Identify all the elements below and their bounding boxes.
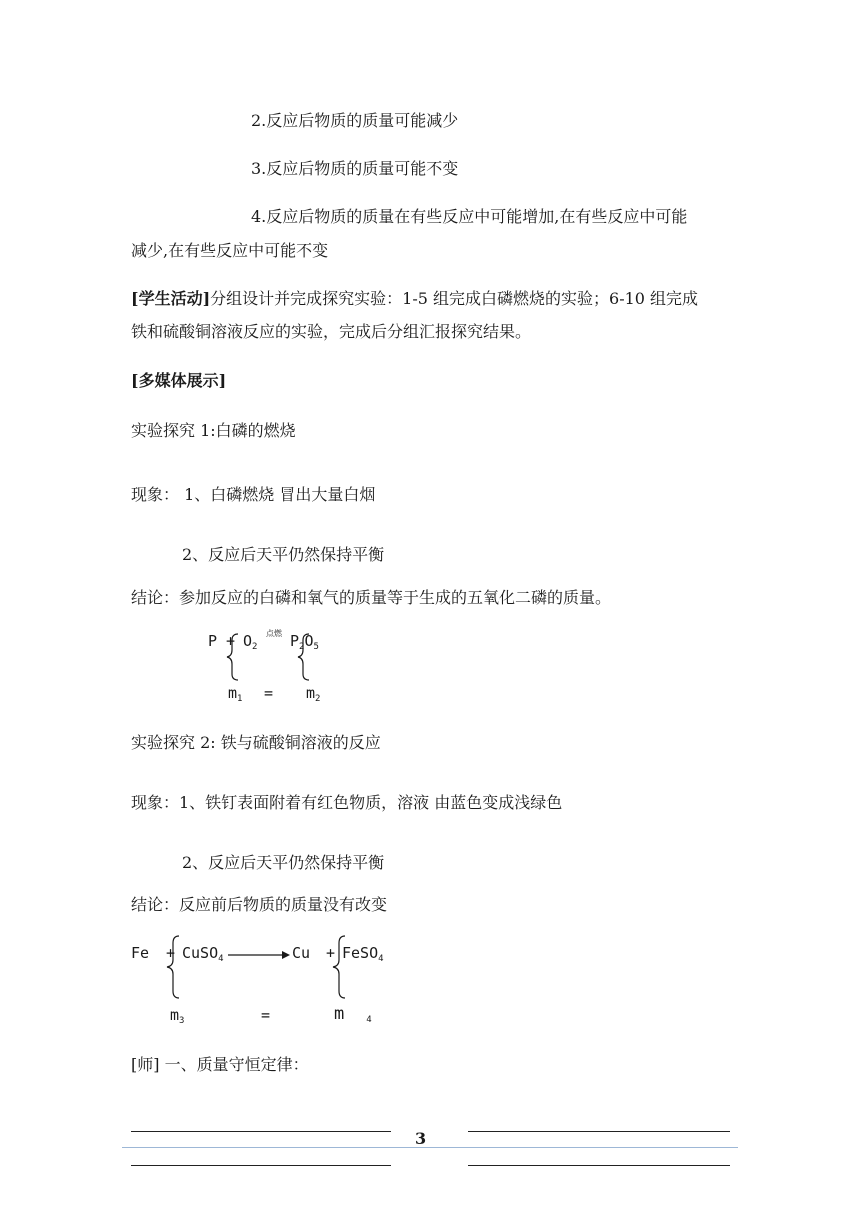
eq2-cu: Cu: [292, 944, 311, 962]
student-activity-text: 分组设计并完成探究实验：1-5 组完成白磷燃烧的实验；6-10 组完成: [210, 289, 699, 308]
eq2-brace-left: [164, 934, 184, 1000]
eq1-equals: =: [264, 684, 274, 702]
text-line-2: 3.反应后物质的质量可能不变: [251, 159, 459, 178]
eq1-m2: $m_2$: [306, 684, 321, 704]
eq2-m3: $m_3$: [170, 1006, 185, 1026]
reaction-arrow-icon: [228, 949, 290, 961]
eq2-feso4: FeSO$_4$: [342, 944, 384, 964]
eq2-brace-right: [330, 934, 350, 1000]
teacher-line: [师] 一、质量守恒定律：: [131, 1055, 309, 1074]
phenomenon-1a: 现象： 1、白磷燃烧 冒出大量白烟: [131, 485, 376, 504]
phenomenon-2a: 现象：1、铁钉表面附着有红色物质，溶液 由蓝色变成浅绿色: [131, 793, 563, 812]
media-heading: [多媒体展示]: [131, 371, 227, 390]
eq1-plus: +: [226, 632, 236, 650]
page-number: 3: [415, 1129, 427, 1148]
student-activity: [131, 288, 698, 310]
experiment-2-title: 实验探究 2: 铁与硫酸铜溶液的反应: [131, 733, 381, 752]
eq2-equals: =: [261, 1006, 271, 1024]
phenomenon-2b: 2、反应后天平仍然保持平衡: [182, 853, 385, 872]
eq1-product: $P_2O_5$: [290, 632, 319, 652]
eq2-plus-1: +: [166, 944, 176, 962]
eq2-m4: m $_4$: [334, 1004, 372, 1025]
eq1-brace-left: [224, 632, 244, 682]
footer-rule-bottom-right: [468, 1165, 730, 1166]
footer-rule-bottom-left: [131, 1165, 391, 1166]
eq1-p: P: [208, 632, 218, 650]
student-activity-tag: [学生活动]: [131, 289, 211, 308]
student-activity-cont: 铁和硫酸铜溶液反应的实验，完成后分组汇报探究结果。: [131, 322, 532, 341]
eq1-brace-right: [295, 632, 315, 682]
footer-rule-top-right: [468, 1131, 730, 1132]
eq1-m1: $m_1$: [228, 684, 243, 704]
phenomenon-1b: 2、反应后天平仍然保持平衡: [182, 545, 385, 564]
experiment-1-title: 实验探究 1:白磷的燃烧: [131, 421, 296, 440]
eq1-condition: 点燃: [266, 629, 282, 638]
eq2-plus-2: +: [326, 944, 336, 962]
eq2-cuso4: CuSO$_4$: [182, 944, 224, 964]
footer-rule-top-left: [131, 1131, 391, 1132]
eq2-fe: Fe: [131, 944, 150, 962]
text-line-3b: 减少,在有些反应中可能不变: [131, 241, 329, 260]
text-line-3a: 4.反应后物质的质量在有些反应中可能增加,在有些反应中可能: [251, 207, 688, 226]
eq1-o2: $O_2$: [243, 632, 258, 652]
footer-divider: [122, 1147, 738, 1148]
conclusion-2: 结论：反应前后物质的质量没有改变: [131, 895, 388, 914]
text-line-1: 2.反应后物质的质量可能减少: [251, 111, 459, 130]
conclusion-1: 结论：参加反应的白磷和氧气的质量等于生成的五氧化二磷的质量。: [131, 588, 612, 607]
